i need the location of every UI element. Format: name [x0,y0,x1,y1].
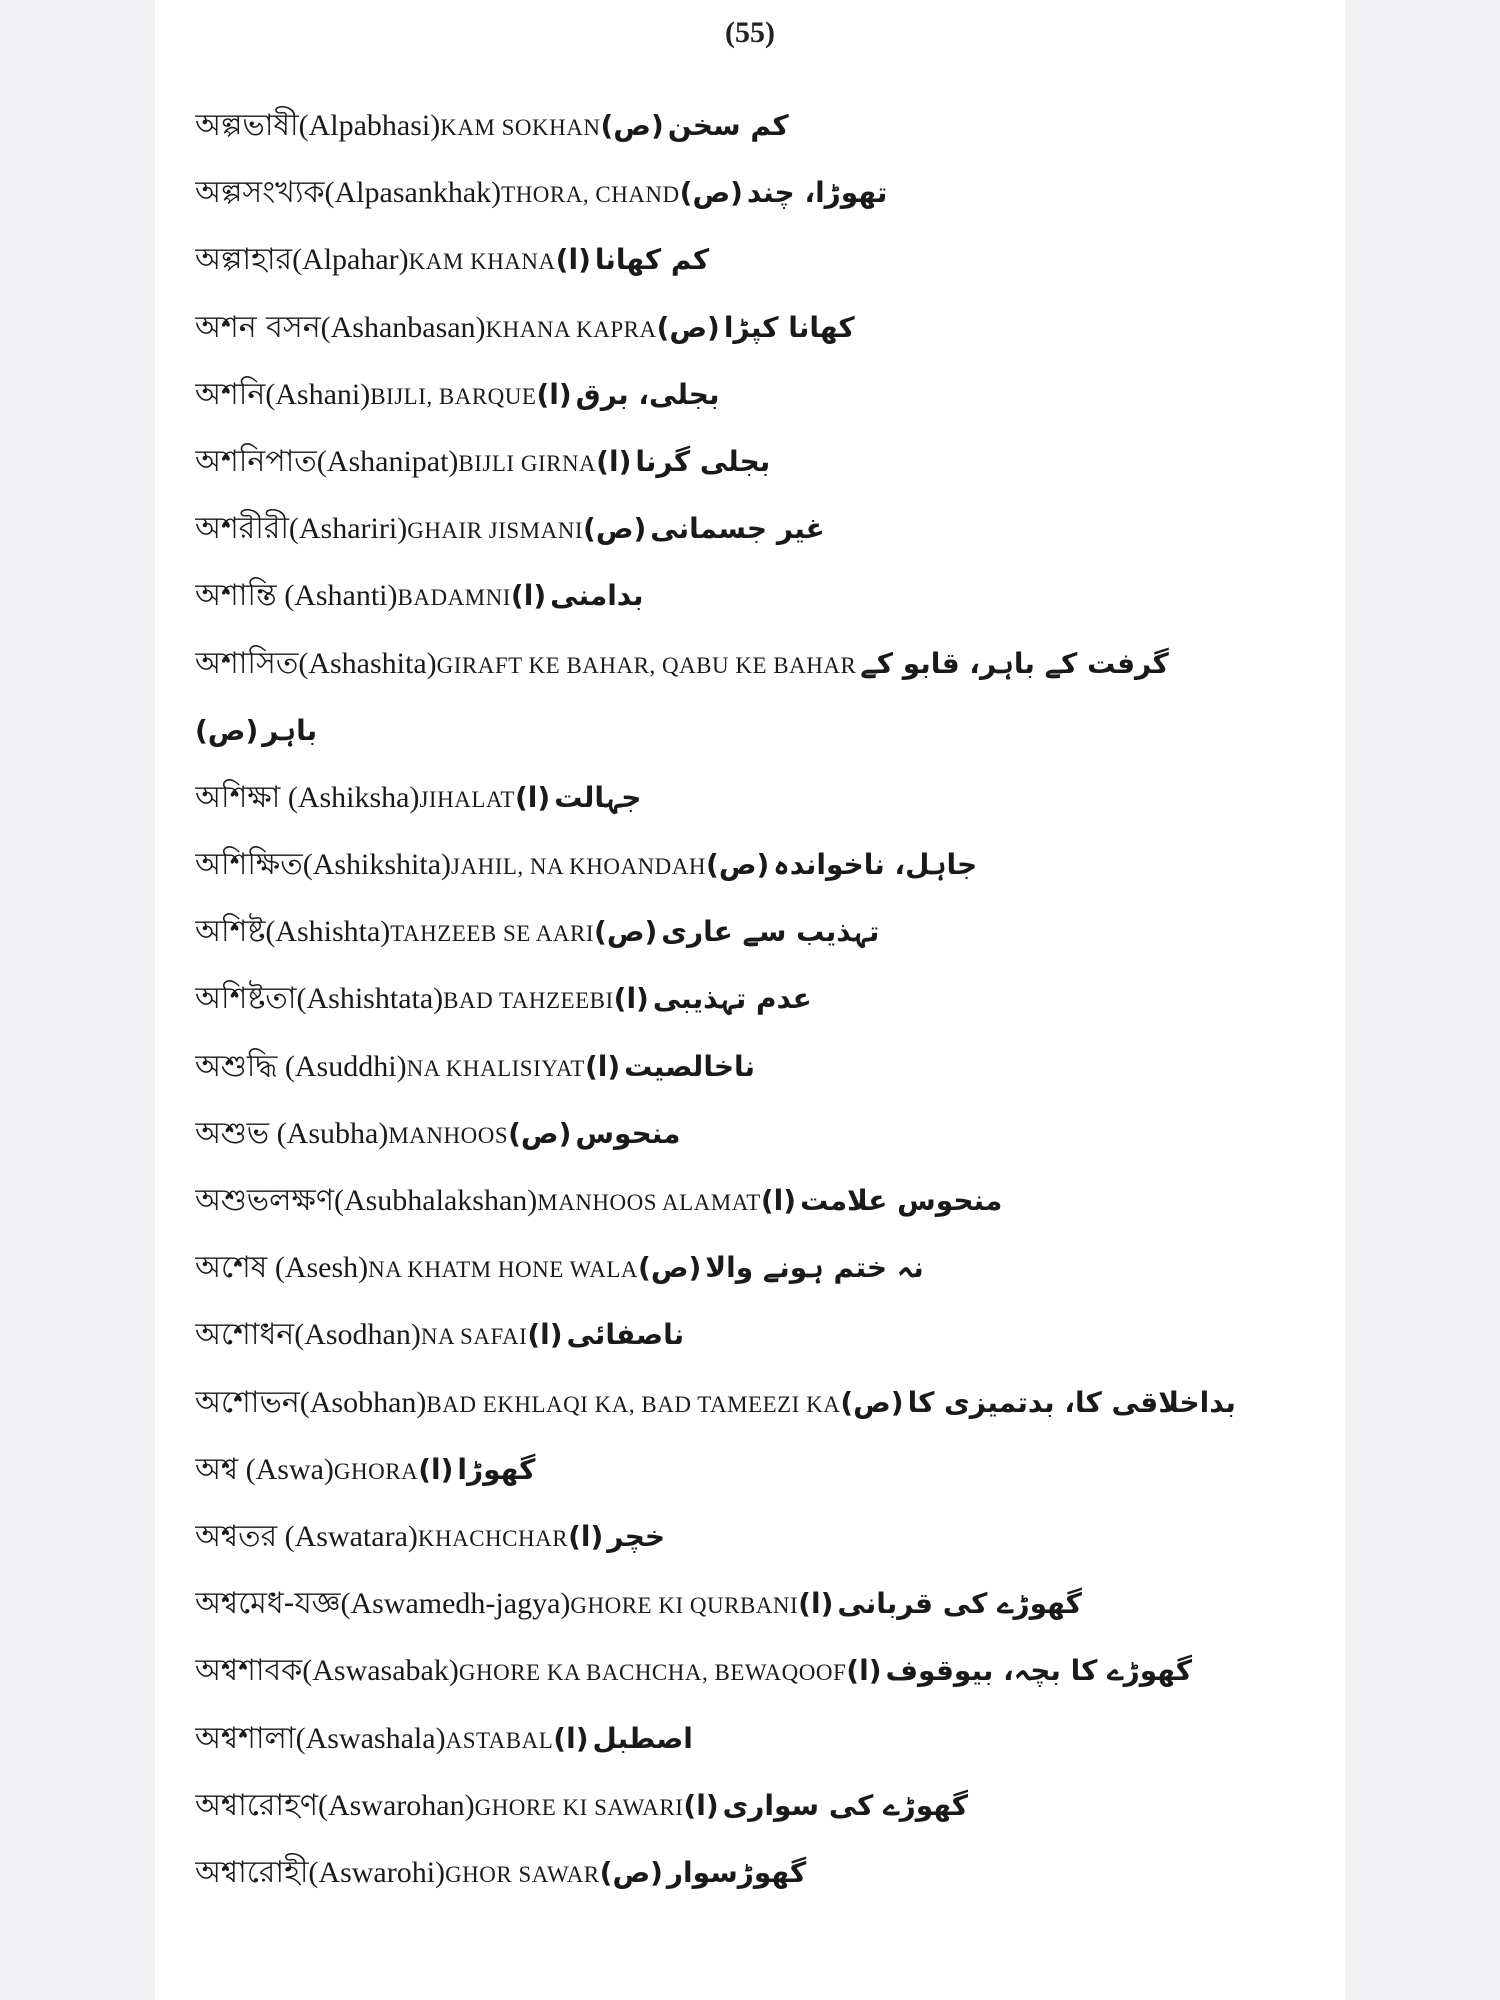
entry-grammar-mark: (ا) [418,1452,454,1486]
entry-hindustani: THORA, CHAND [501,182,680,208]
entry-bengali: অশেষ [195,1250,268,1286]
entry-hindustani: ASTABAL [445,1727,554,1753]
entry-bengali: অশ্বশাবক [195,1653,303,1689]
entry-urdu: تہذیب سے عاری [661,915,880,949]
dictionary-entry [195,697,1325,764]
entry-urdu: بجلی گرنا [635,444,771,478]
entry-transliteration: (Ashariri) [288,512,408,546]
entry-urdu: بجلی، برق [575,377,720,411]
dictionary-entry [195,1436,1325,1503]
entry-grammar-mark: (ص) [599,1855,663,1889]
entry-hindustani: GHAIR JISMANI [407,518,584,544]
entry-transliteration: (Asuddhi) [277,1049,407,1083]
entry-grammar-mark: (ا) [555,243,591,277]
entry-transliteration: (Ashanbasan) [320,310,486,344]
dictionary-entry [195,1705,1325,1772]
entry-hindustani: MANHOOS [388,1122,509,1148]
entry-urdu: جہالت [554,780,642,814]
entry-bengali: অশ্বমেধ-যজ্ঞ [195,1586,341,1622]
entry-bengali: অশ্বশালা [195,1720,296,1756]
entry-transliteration: (Ashiksha) [280,780,420,814]
entry-urdu: بدامنی [550,579,644,613]
entry-bengali: অশিক্ষিত [195,847,303,883]
entry-grammar-mark: (ص) [594,915,658,949]
entry-transliteration: (Ashanipat) [316,444,459,478]
dictionary-entry [195,92,1325,159]
entry-transliteration: (Aswa) [238,1452,334,1486]
entry-grammar-mark: (ص) [508,1116,572,1150]
dictionary-entry [195,1772,1325,1839]
dictionary-entry [195,226,1325,293]
entry-grammar-mark: (ص) [638,1251,702,1285]
page-number: (55) [725,16,775,49]
entry-bengali: অশিক্ষা [195,779,281,815]
entry-hindustani: KAM SOKHAN [440,115,601,140]
entry-hindustani: BADAMNI [397,585,511,611]
entry-urdu: جاہل، ناخواندہ [773,848,978,882]
entry-transliteration: (Asodhan) [294,1318,421,1352]
entry-urdu: نہ ختم ہونے والا [705,1251,924,1285]
entry-transliteration: (Alpasankhak) [324,176,502,210]
entry-urdu: تھوڑا، چند [746,176,888,210]
dictionary-entry [195,1503,1325,1570]
entry-grammar-mark: (ا) [683,1788,719,1822]
entry-transliteration: (Ashishta) [265,915,391,949]
entry-transliteration: (Aswamedh-jagya) [340,1587,571,1621]
entry-hindustani: JIHALAT [419,786,515,812]
entry-urdu: بداخلاقی کا، بدتمیزی کا [907,1385,1236,1419]
dictionary-entry [195,495,1325,562]
entry-hindustani: GIRAFT KE BAHAR, QABU KE BAHAR [436,652,857,678]
entry-hindustani: NA SAFAI [420,1324,528,1350]
entry-transliteration: (Alpabhasi) [298,109,441,142]
entry-grammar-mark: (ص) [583,512,647,546]
dictionary-entry [195,361,1325,428]
entry-transliteration: (Ashanti) [276,579,398,613]
entry-grammar-mark: (ا) [613,982,649,1016]
dictionary-entry [195,1167,1325,1234]
entry-grammar-mark: (ص) [679,176,743,210]
entry-urdu: خچر [607,1519,666,1553]
entry-grammar-mark: (ص) [600,109,664,142]
entry-grammar-mark: (ص) [195,713,259,747]
entry-bengali: অল্পাহার [195,242,293,278]
entry-bengali: অশরীরী [195,511,289,547]
entry-grammar-mark: (ا) [596,444,632,478]
entry-hindustani: NA KHALISIYAT [406,1055,585,1081]
entry-bengali: অশ্বতর [195,1518,278,1554]
entry-bengali: অশিষ্ট [195,914,266,950]
entry-transliteration: (Aswasabak) [302,1654,459,1688]
entry-urdu: گھوڑسوار [666,1855,807,1889]
entry-transliteration: (Aswatara) [277,1519,418,1553]
entry-hindustani: BIJLI GIRNA [458,450,597,476]
dictionary-entry [195,965,1325,1032]
entry-grammar-mark: (ا) [553,1721,589,1755]
entry-transliteration: (Aswarohan) [317,1788,475,1822]
entry-hindustani: GHORE KI SAWARI [474,1794,684,1820]
entry-grammar-mark: (ا) [846,1654,882,1688]
dictionary-entry [195,1100,1325,1167]
entry-hindustani: GHORE KA BACHCHA, BEWAQOOF [458,1660,847,1686]
dictionary-entry [195,1839,1325,1906]
dictionary-entry [195,1234,1325,1301]
dictionary-entry [195,630,1325,697]
entry-grammar-mark: (ا) [536,377,572,411]
entry-hindustani: GHORA [333,1458,419,1484]
entry-urdu: گھوڑے کا بچہ، بیوقوف [885,1654,1193,1688]
dictionary-entry [195,1570,1325,1637]
dictionary-entry [195,428,1325,495]
entry-urdu: منحوس علامت [800,1184,1003,1217]
entry-grammar-mark: (ا) [760,1184,797,1217]
entry-transliteration: (Aswashala) [295,1721,446,1755]
entry-bengali: অশোভন [195,1384,300,1420]
entry-urdu: اصطبل [592,1721,693,1755]
entry-bengali: অশন বসন [195,309,321,345]
entry-transliteration: (Asesh) [267,1251,369,1285]
entry-urdu: باہر [262,713,318,747]
dictionary-entry [195,159,1325,226]
dictionary-page [155,0,1345,2000]
entry-hindustani: TAHZEEB SE AARI [390,921,595,947]
entry-hindustani: BAD EKHLAQI KA, BAD TAMEEZI KA [426,1391,841,1417]
entry-bengali: অশুদ্ধি [195,1048,278,1084]
entry-bengali: অশনি [195,376,266,412]
entry-transliteration: (Asubha) [269,1116,389,1150]
entry-bengali: অল্পভাষী [195,108,299,143]
entry-bengali: অশিষ্টতা [195,981,297,1017]
entry-grammar-mark: (ا) [527,1318,563,1352]
dictionary-entry [195,562,1325,629]
entry-transliteration: (Alpahar) [292,243,409,277]
entry-urdu: گھوڑے کی سواری [722,1788,969,1822]
entry-transliteration: (Asobhan) [299,1385,427,1419]
entry-bengali: অশ্বারোহী [195,1854,309,1890]
entry-transliteration: (Ashishtata) [296,982,444,1016]
entry-bengali: অশনিপাত [195,443,317,479]
entry-hindustani: GHOR SAWAR [445,1861,600,1887]
entry-transliteration: (Asubhalakshan) [333,1184,538,1217]
dictionary-entry [195,1637,1325,1704]
entry-urdu: عدم تہذیبی [652,982,812,1016]
entry-bengali: অশুভলক্ষণ [195,1183,334,1218]
entry-bengali: অশাসিত [195,645,299,681]
entry-hindustani: KAM KHANA [408,249,556,275]
entry-grammar-mark: (ص) [706,848,770,882]
entry-grammar-mark: (ا) [568,1519,604,1553]
entry-transliteration: (Ashani) [265,377,371,411]
entry-hindustani: MANHOOS ALAMAT [537,1190,761,1215]
entry-urdu: گھوڑا [457,1452,536,1486]
entry-urdu: کھانا کپڑا [723,310,855,344]
entry-urdu: ناصفائی [566,1318,685,1352]
entry-urdu: منحوس [575,1116,681,1150]
entry-hindustani: BAD TAHZEEBI [443,988,614,1014]
dictionary-entry [195,764,1325,831]
entry-grammar-mark: (ا) [514,780,551,814]
entry-bengali: অশ্বারোহণ [195,1787,318,1823]
dictionary-entry [195,831,1325,898]
entry-bengali: অল্পসংখ্যক [195,175,325,211]
entry-urdu: گھوڑے کی قربانی [837,1587,1082,1621]
entry-transliteration: (Aswarohi) [308,1855,446,1889]
entry-urdu: غیر جسمانی [650,512,825,546]
entry-urdu: ناخالصیت [624,1049,756,1083]
entry-hindustani: KHACHCHAR [417,1525,569,1551]
entry-urdu: کم کھانا [594,243,710,277]
dictionary-entry [195,1301,1325,1368]
entry-hindustani: GHORE KI QURBANI [570,1593,799,1619]
entry-grammar-mark: (ا) [798,1587,834,1621]
entry-grammar-mark: (ص) [656,310,720,344]
dictionary-entry [195,898,1325,965]
entry-grammar-mark: (ص) [840,1385,904,1419]
entry-transliteration: (Ashashita) [298,646,437,680]
entry-hindustani: BIJLI, BARQUE [370,383,537,409]
entry-bengali: অশ্ব [195,1451,239,1487]
entry-bengali: অশোধন [195,1317,295,1353]
entry-hindustani: JAHIL, NA KHOANDAH [451,854,707,880]
entry-hindustani: NA KHATM HONE WALA [368,1257,639,1283]
entry-grammar-mark: (ا) [584,1049,621,1083]
dictionary-entry [195,294,1325,361]
entry-urdu: کم سخن [667,109,789,142]
entry-transliteration: (Ashikshita) [302,848,452,882]
dictionary-entry [195,1033,1325,1100]
entry-bengali: অশুভ [195,1115,270,1151]
entry-urdu: گرفت کے باہر، قابو کے [860,646,1169,680]
entry-hindustani: KHANA KAPRA [485,316,657,342]
entry-bengali: অশান্তি [195,578,277,614]
dictionary-entry [195,1369,1325,1436]
entry-grammar-mark: (ا) [510,579,547,613]
entry-list [195,92,1325,1906]
